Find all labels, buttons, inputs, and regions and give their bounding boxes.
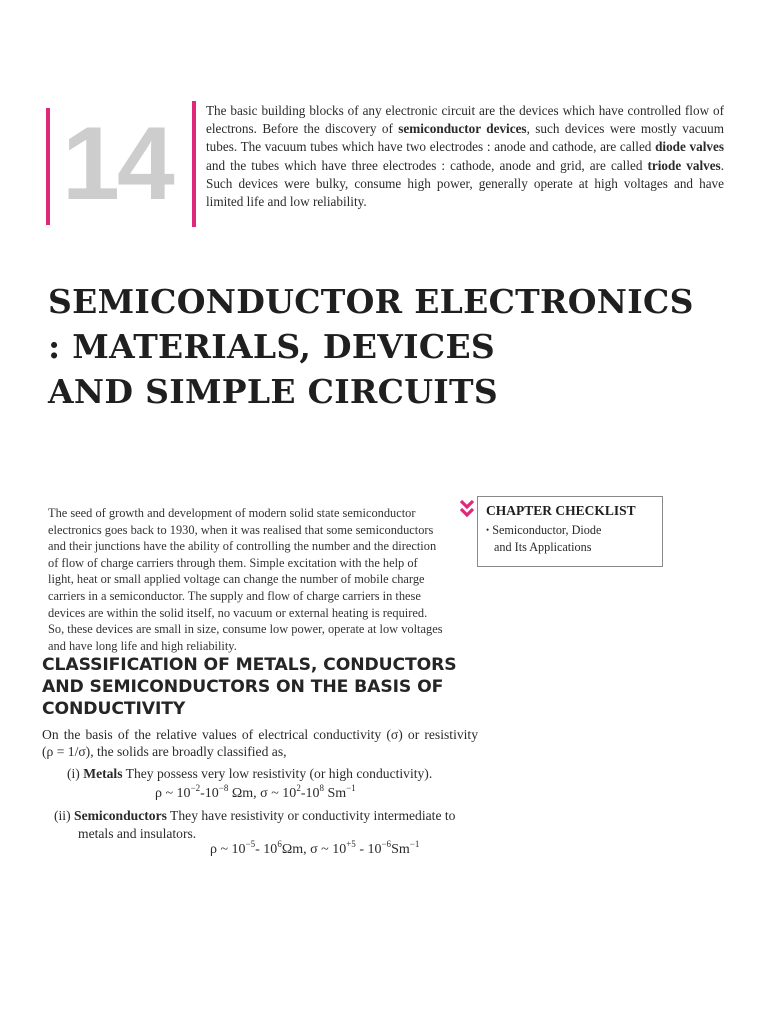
formula-exponent: −2: [190, 783, 201, 793]
formula-exponent: −1: [409, 839, 420, 849]
semiconductors-item: [54, 808, 455, 824]
opening-paragraph-line: carriers in a semiconductor. The supply and flow of charge carriers in these: [48, 588, 421, 603]
formula-part: Ωm, σ ~ 10: [228, 786, 297, 801]
opening-paragraph: [48, 505, 460, 654]
opening-paragraph-line: The seed of growth and development of modern solid state semiconductor: [48, 506, 416, 520]
formula-exponent: +5: [346, 839, 356, 849]
intro-paragraph: [206, 102, 724, 211]
classification-basis-line: On the basis of the relative values of electrical conductivity (σ) or resistivity: [42, 727, 478, 742]
semiconductors-formula: [210, 839, 420, 858]
section-heading: [42, 654, 457, 720]
chapter-number: 14: [62, 106, 172, 222]
chapter-title-line: : MATERIALS, DEVICES: [48, 327, 496, 366]
formula-part: -10: [200, 786, 219, 801]
opening-paragraph-line: light, heat or small applied voltage can change the number of mobile charge: [48, 572, 425, 587]
formula-exponent: −6: [381, 839, 392, 849]
formula-part: ρ ~ 10: [155, 786, 191, 801]
metals-description: They possess very low resistivity (or high conductivity).: [122, 766, 433, 781]
opening-paragraph-line: So, these devices are small in size, consume low power, operate at low voltages: [48, 622, 443, 637]
section-heading-line: CONDUCTIVITY: [42, 699, 186, 719]
section-heading-line: AND SEMICONDUCTORS ON THE BASIS OF: [42, 677, 444, 697]
chapter-title-line: SEMICONDUCTOR ELECTRONICS: [48, 282, 694, 321]
opening-paragraph-line: electronics goes back to 1930, when it was realised that some semiconductors: [48, 522, 434, 537]
intro-text-4: . Such devices were bulky, consume high power, generally operate at high voltages and have limited life and low reliability.: [206, 157, 724, 210]
formula-part: ρ ~ 10: [210, 842, 246, 857]
metals-term: Metals: [83, 766, 123, 781]
formula-exponent: −5: [245, 839, 256, 849]
chapter-title: [48, 279, 694, 414]
intro-text-1: The basic building blocks of any electronic circuit are the devices which have controlled flow of electrons. Before the discovery of: [206, 103, 724, 137]
chapter-checklist-items: [486, 522, 601, 556]
formula-part: -10: [300, 786, 320, 801]
chapter-accent-bar-right: [192, 101, 196, 227]
opening-paragraph-line: of flow of charge carriers through them. Simple excitation with the help of: [48, 555, 418, 570]
opening-paragraph-line: devices are within the solid itself, no vacuum or external heating is required.: [48, 605, 428, 620]
section-heading-line: CLASSIFICATION OF METALS, CONDUCTORS: [42, 655, 457, 675]
metals-formula: [155, 783, 356, 802]
intro-term-triode-valves: triode valves: [647, 157, 721, 173]
opening-paragraph-line: and their junctions have the ability of controlling the number and the direction: [48, 539, 437, 554]
checklist-item-label: Semiconductor, Diode: [492, 523, 602, 537]
semiconductors-term: Semiconductors: [74, 808, 167, 823]
chapter-checklist-box: [477, 496, 663, 567]
formula-part: - 10: [355, 842, 382, 857]
intro-term-semiconductor-devices: semiconductor devices: [398, 121, 527, 137]
formula-exponent: 8: [319, 783, 324, 793]
chapter-checklist-title: CHAPTER CHECKLIST: [486, 503, 636, 518]
intro-text-3: and the tubes which have three electrodes : cathode, anode and grid, are called: [206, 157, 648, 173]
chapter-title-line: AND SIMPLE CIRCUITS: [48, 372, 499, 411]
classification-basis-line: (ρ = 1/σ), the solids are broadly classified as,: [42, 744, 287, 759]
metals-item-number: (i): [67, 766, 84, 781]
formula-part: Sm: [323, 786, 347, 801]
formula-part: - 10: [255, 842, 278, 857]
metals-item: [67, 766, 432, 782]
formula-part: Sm: [391, 842, 410, 857]
checklist-item[interactable]: [486, 522, 601, 539]
semiconductors-description-continued: metals and insulators.: [78, 826, 197, 841]
opening-paragraph-line: and have long life and high reliability.: [48, 638, 237, 653]
intro-term-diode-valves: diode valves: [655, 139, 724, 155]
formula-exponent: −8: [218, 783, 229, 793]
semiconductors-description: They have resistivity or conductivity intermediate to: [166, 808, 456, 823]
semiconductors-item-number: (ii): [54, 808, 75, 823]
chapter-accent-bar-left: [46, 108, 50, 225]
double-chevron-down-icon: [459, 498, 475, 520]
formula-exponent: 2: [296, 783, 301, 793]
checklist-item-continued: and Its Applications: [494, 540, 592, 554]
bullet-icon: •: [486, 525, 490, 535]
formula-exponent: −1: [346, 783, 356, 793]
formula-exponent: 6: [277, 839, 282, 849]
formula-part: Ωm, σ ~ 10: [281, 842, 347, 857]
intro-text-2: , such devices were mostly vacuum tubes. The vacuum tubes which have two electrodes : anode and cathode, are called: [206, 121, 724, 155]
